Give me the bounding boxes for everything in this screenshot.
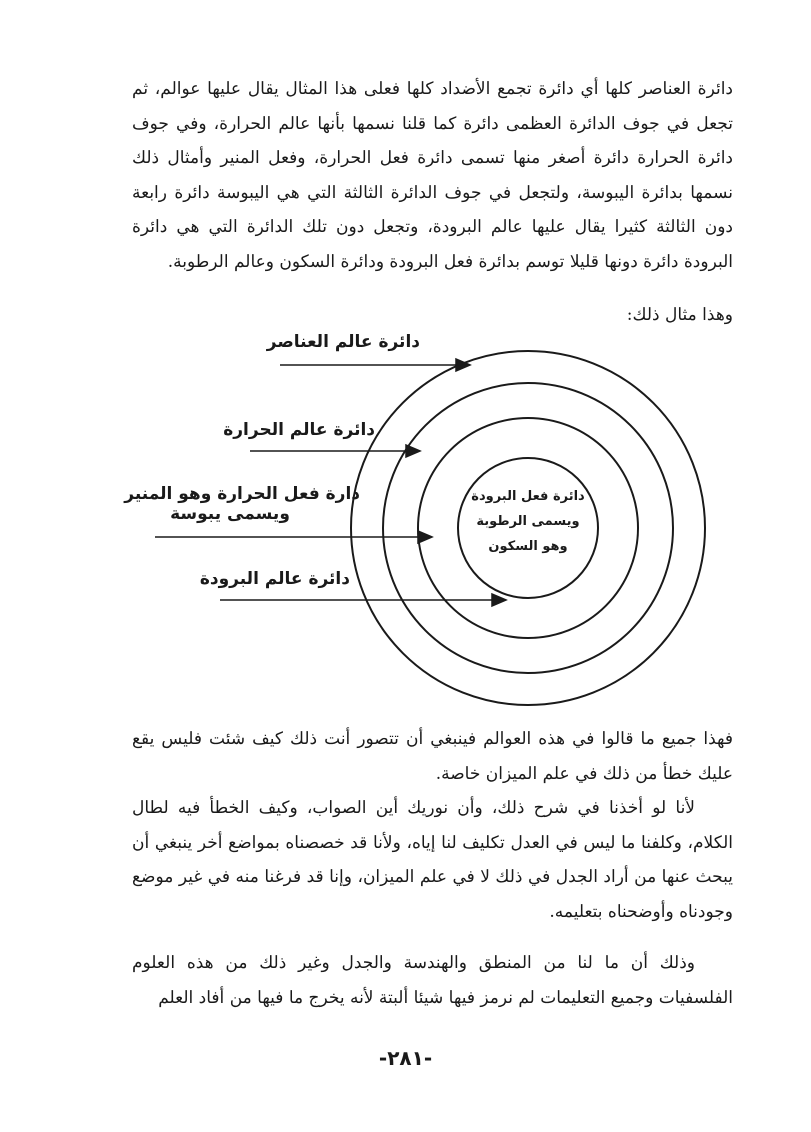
concentric-circles-diagram (0, 320, 811, 720)
center-line-2: ويسمى الرطوبة (476, 514, 580, 529)
label-dryness: ويسمى يبوسة (170, 504, 290, 524)
intro-paragraph: دائرة العناصر كلها أي دائرة تجمع الأضداد كلها فعلى هذا المثال يقال عليها عوالم، ثم تجعل في جوف الدائرة العظمى دائرة كما قلنا نسمها بأنها عالم الحرارة، وفي جوف دائرة الحرارة دائرة أصغر منها تسمى دائرة فعل الحرارة، وفعل المنير وأمثال ذلك نسمها بدائرة اليبوسة، ولتجعل في جوف الدائرة الثالثة التي هي اليبوسة دائرة رابعة دون الثالثة كثيرا يقال عليها عالم البرودة، وتجعل دون تلك الدائرة التي هي دائرة البرودة دائرة دونها قليلا توسم بدائرة فعل البرودة ودائرة السكون وعالم الرطوبة. (132, 79, 733, 272)
diagram-caption: وهذا مثال ذلك: (626, 305, 733, 325)
label-heat-world: دائرة عالم الحرارة (223, 420, 375, 440)
paragraph-3: وذلك أن ما لنا من المنطق والهندسة والجدل وغير ذلك من هذه العلوم الفلسفيات وجميع التعليمات لم نرمز فيها شيئا ألبتة لأنه يخرج ما فيها من أفاد العلم (132, 953, 733, 1008)
label-heat-action: دارة فعل الحرارة وهو المنير (124, 484, 360, 504)
arrow-heat-head (406, 445, 420, 457)
arrow-dryness-head (418, 531, 432, 543)
label-cold-world: دائرة عالم البرودة (199, 569, 350, 589)
paragraph-1: فهذا جميع ما قالوا في هذه العوالم فينبغي أن تتصور أنت ذلك كيف شئت فليس يقع عليك خطأ من ذلك في علم الميزان خاصة. (132, 729, 733, 784)
paragraph-2: لأنا لو أخذنا في شرح ذلك، وأن نوريك أين الصواب، وكيف الخطأ فيه لطال الكلام، وكلفنا ما ليس في العدل تكليف لنا إياه، ولأنا قد خصصناه بمواضع أخر ينبغي أن يبحث عنها من أراد الجدل في ذلك لا في علم الميزان، وإنا قد فرغنا منه في غير موضع وجودناه وأوضحناه بتعليمه. (132, 798, 733, 922)
page-number: -٢٨١- (378, 1046, 433, 1070)
center-line-1: دائرة فعل البرودة (471, 489, 585, 504)
arrow-cold-head (492, 594, 506, 606)
center-line-3: وهو السكون (488, 539, 568, 554)
label-elements-world: دائرة عالم العناصر (266, 332, 420, 352)
